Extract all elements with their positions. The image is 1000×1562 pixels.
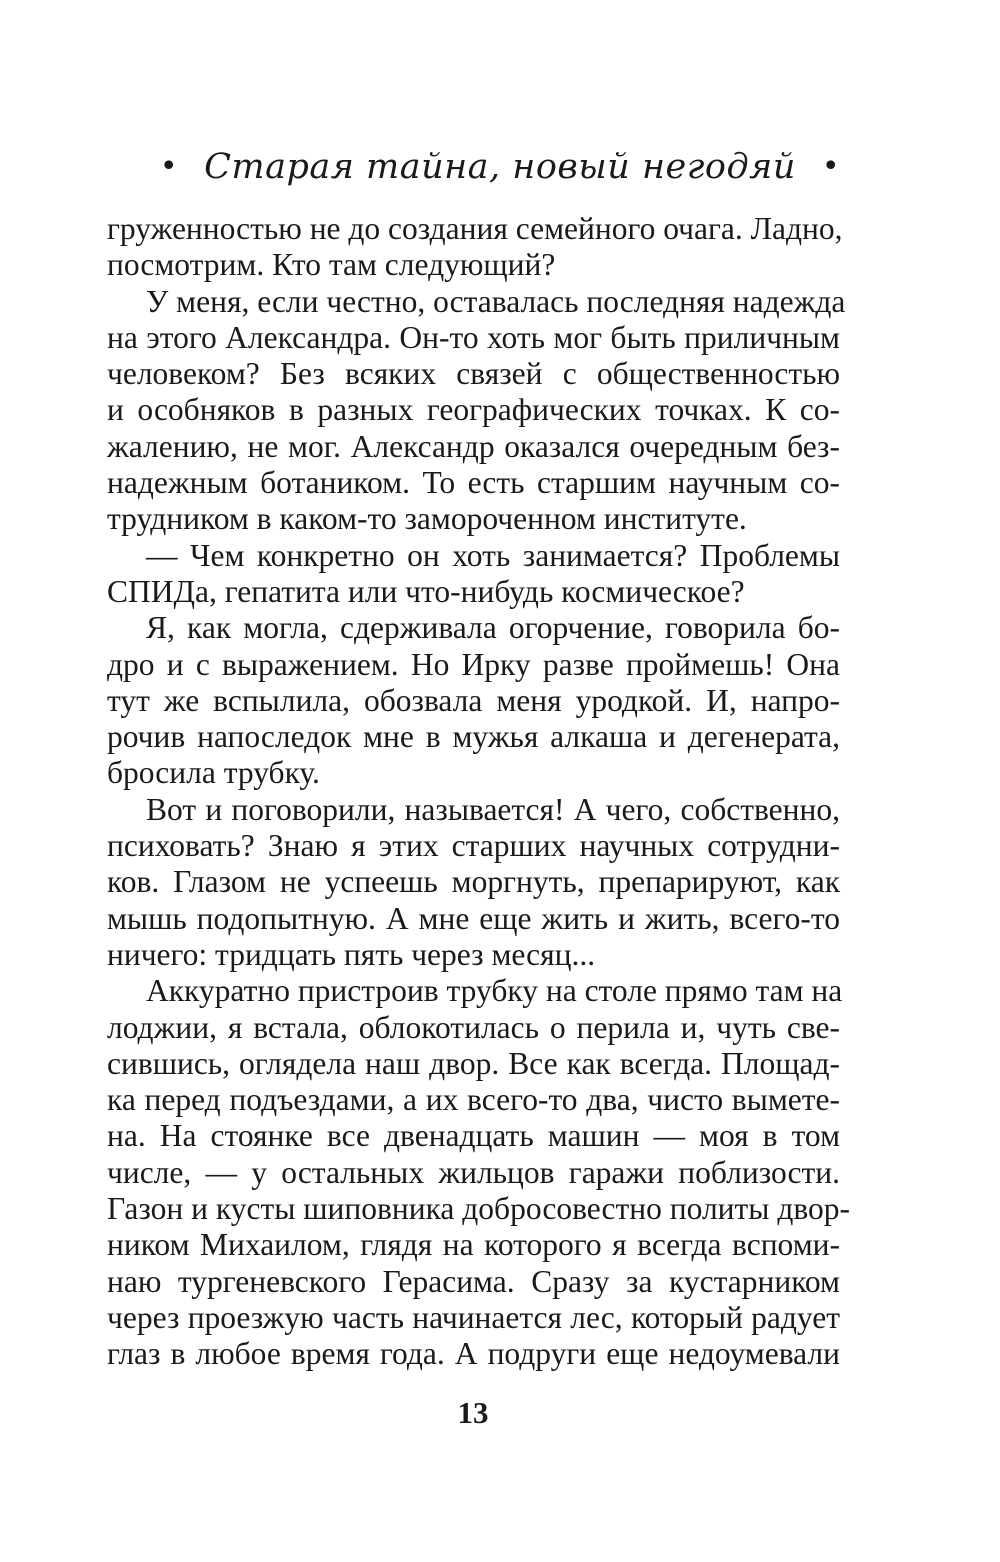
text-line: Вот и поговорили, называется! А чего, собственно, [146, 791, 840, 827]
text-line: У меня, если честно, оставалась последняя надежда [146, 283, 846, 319]
text-line: и особняков в разных географических точках. К со- [107, 392, 840, 428]
text-line: бросила трубку. [107, 755, 320, 791]
text-line: ков. Глазом не успеешь моргнуть, препарируют, как [107, 864, 840, 900]
text-line: Я, как могла, сдерживала огорчение, говорила бо- [146, 610, 840, 646]
text-line: через проезжую часть начинается лес, который радует [107, 1299, 840, 1335]
bullet-right: • [821, 149, 841, 184]
text-line: наю тургеневского Герасима. Сразу за кустарником [107, 1263, 840, 1299]
text-line: СПИДа, гепатита или что-нибудь космическое? [107, 573, 745, 609]
text-line: дро и с выражением. Но Ирку разве проймешь! Она [107, 646, 840, 682]
text-line: глаз в любое время года. А подруги еще недоумевали [107, 1336, 840, 1372]
text-line: надежным ботаником. То есть старшим научным со- [107, 465, 840, 501]
bullet-left: • [159, 149, 179, 184]
text-line: посмотрим. Кто там следующий? [107, 247, 556, 283]
text-line: рочив напоследок мне в мужья алкаша и дегенерата, [107, 719, 840, 755]
text-line: Аккуратно пристроив трубку на столе прямо там на [146, 973, 843, 1009]
book-title: Старая тайна, новый негодяй [204, 147, 796, 187]
body-text [107, 211, 851, 1373]
text-line: сившись, оглядела наш двор. Все как всегда. Площад- [107, 1045, 840, 1081]
text-line: ником Михаилом, глядя на которого я всегда вспоми- [107, 1227, 840, 1263]
text-line: на. На стоянке все двенадцать машин — моя в том [107, 1118, 840, 1154]
text-line: ничего: тридцать пять через месяц... [107, 936, 596, 972]
text-line: тут же вспылила, обозвала меня уродкой. И, напро- [107, 682, 840, 718]
page-number: 13 [457, 1395, 489, 1430]
text-line: — Чем конкретно он хоть занимается? Проблемы [146, 537, 840, 573]
text-line: Газон и кусты шиповника добросовестно политы двор- [107, 1191, 851, 1227]
text-line: трудником в каком-то замороченном институте. [107, 501, 747, 537]
text-line: на этого Александра. Он-то хоть мог быть приличным [107, 319, 840, 355]
running-header [0, 142, 1000, 192]
text-line: числе, — у остальных жильцов гаражи поблизости. [107, 1154, 840, 1190]
text-line: человеком? Без всяких связей с общественностью [107, 356, 840, 392]
text-line: ка перед подъездами, а их всего-то два, чисто вымете- [107, 1082, 840, 1118]
text-line: мышь подопытную. А мне еще жить и жить, всего-то [107, 900, 840, 936]
text-line: психовать? Знаю я этих старших научных сотрудни- [107, 828, 840, 864]
text-line: лоджии, я встала, облокотилась о перила и, чуть све- [107, 1009, 840, 1045]
text-line: жалению, не мог. Александр оказался очередным без- [107, 428, 840, 464]
text-line: груженностью не до создания семейного очага. Ладно, [107, 211, 843, 246]
